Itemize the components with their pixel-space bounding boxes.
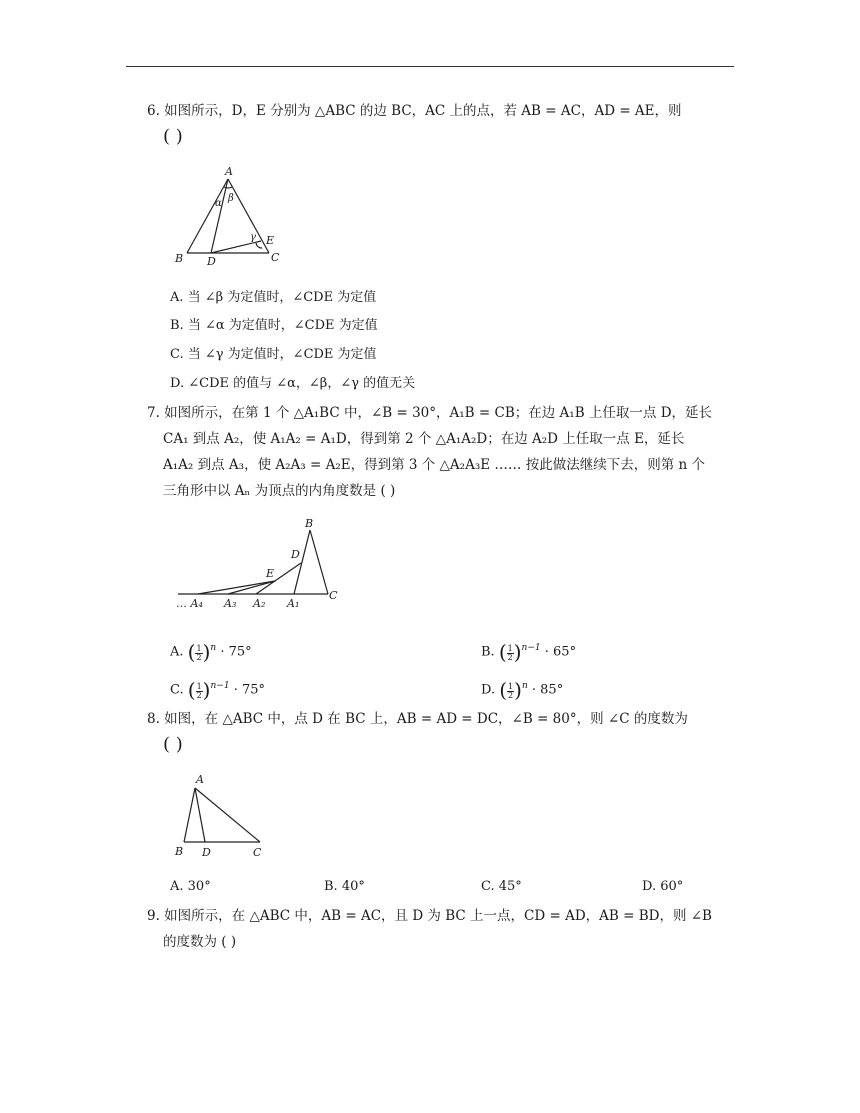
q6-label-a: A — [225, 165, 233, 178]
q7-figure — [170, 515, 350, 615]
q6-angle-arc-e — [256, 243, 262, 248]
q7-option-d[interactable] — [481, 676, 563, 700]
q6-option-a[interactable]: A. 当 ∠β 为定值时，∠CDE 为定值 — [170, 290, 377, 305]
q6-stem-line1: 6. 如图所示，D，E 分别为 △ABC 的边 BC，AC 上的点，若 AB = AC，AD = AE，则 — [147, 103, 682, 119]
q7-label-a3: A₃ — [224, 597, 237, 610]
q7-option-c-letter: C. — [170, 682, 184, 698]
q7-option-d-letter: D. — [481, 682, 496, 698]
q6-label-b: B — [175, 252, 184, 265]
q7-option-a-fraction: ( $\frac{1}{2}$) — [187, 639, 211, 664]
q6-label-alpha: α — [215, 198, 222, 209]
q6-option-c[interactable]: C. 当 ∠γ 为定值时，∠CDE 为定值 — [170, 347, 377, 362]
q6-label-beta: β — [228, 193, 234, 204]
q7-option-d-fraction: ( $\frac{1}{2}$) — [499, 677, 522, 702]
q6-angle-arc-a — [224, 187, 232, 188]
q6-segment-ad — [211, 179, 228, 253]
q8-option-a[interactable]: A. 30° — [170, 879, 211, 894]
q6-option-b[interactable]: B. 当 ∠α 为定值时，∠CDE 为定值 — [170, 318, 378, 333]
q7-stem-line2: CA₁ 到点 A₂，使 A₁A₂ = A₁D，得到第 2 个 △A₁A₂D；在边 A₂D 上任取一点 E，延长 — [163, 431, 685, 447]
q6-side-ac — [228, 179, 269, 253]
q7-label-a4: … A₄ — [176, 597, 203, 610]
q7-option-d-value: · 85° — [531, 682, 564, 698]
q8-option-d[interactable]: D. 60° — [642, 879, 684, 894]
q7-option-b-exponent: n−1 — [521, 643, 541, 653]
q7-option-a-letter: A. — [170, 644, 184, 660]
q7-option-a[interactable] — [170, 638, 252, 662]
q7-label-e: E — [266, 567, 275, 580]
q7-option-c-fraction: ( $\frac{1}{2}$) — [187, 677, 211, 702]
q7-label-a2: A₂ — [253, 597, 266, 610]
q6-option-d[interactable]: D. ∠CDE 的值与 ∠α，∠β，∠γ 的值无关 — [170, 376, 416, 391]
q8-side-ac — [195, 788, 260, 842]
q7-label-b: B — [305, 517, 314, 530]
q9-stem-line2: 的度数为 ( ) — [163, 934, 237, 950]
q8-label-d: D — [202, 846, 211, 859]
q7-label-d: D — [291, 548, 300, 561]
q7-option-c-exponent: n−1 — [210, 681, 230, 691]
q6-label-gamma: γ — [250, 232, 256, 243]
q7-option-b-fraction: ( $\frac{1}{2}$) — [498, 639, 522, 664]
q8-answer-bracket: ( ) — [163, 734, 183, 755]
q6-side-ab — [187, 179, 228, 253]
q7-option-a-value: · 75° — [220, 644, 252, 660]
q6-label-c: C — [271, 251, 280, 264]
q7-option-c-value: · 75° — [233, 682, 266, 698]
q8-label-a: A — [196, 773, 204, 786]
q8-figure — [170, 770, 280, 865]
q8-label-b: B — [175, 845, 184, 858]
q7-option-b-letter: B. — [481, 644, 495, 660]
q8-side-ab — [184, 788, 195, 842]
q7-stem-line4: 三角形中以 Aₙ 为顶点的内角度数是 ( ) — [163, 483, 396, 499]
q8-stem-line1: 8. 如图，在 △ABC 中，点 D 在 BC 上，AB = AD = DC，∠B = 80°，则 ∠C 的度数为 — [147, 711, 688, 727]
q7-option-b[interactable] — [481, 638, 576, 662]
q7-stem-line3: A₁A₂ 到点 A₃，使 A₂A₃ = A₂E，得到第 3 个 △A₂A₃E …… 按此做法继续下去，则第 n 个 — [163, 457, 705, 473]
q7-option-b-value: · 65° — [544, 644, 577, 660]
q6-figure — [170, 165, 290, 270]
q6-answer-bracket: ( ) — [163, 126, 183, 147]
header-rule — [126, 66, 734, 67]
q6-label-e: E — [266, 234, 275, 247]
q7-label-c: C — [329, 589, 338, 602]
q7-stem-line1: 7. 如图所示，在第 1 个 △A₁BC 中，∠B = 30°，A₁B = CB；在边 A₁B 上任取一点 D，延长 — [147, 405, 713, 421]
q7-option-c[interactable] — [170, 676, 265, 700]
q7-option-d-exponent: n — [521, 681, 528, 691]
q7-side-ba1 — [294, 530, 310, 594]
q8-segment-ad — [195, 788, 205, 842]
q7-option-a-exponent: n — [210, 643, 217, 653]
q9-stem-line1: 9. 如图所示，在 △ABC 中，AB = AC，且 D 为 BC 上一点，CD = AD，AB = BD，则 ∠B — [147, 908, 712, 924]
q8-option-c[interactable]: C. 45° — [481, 879, 522, 894]
q8-option-b[interactable]: B. 40° — [324, 879, 365, 894]
q7-side-bc — [310, 530, 328, 594]
q8-label-c: C — [253, 846, 262, 859]
q7-label-a1: A₁ — [287, 597, 300, 610]
q6-label-d: D — [207, 255, 216, 268]
q7-segment-da2 — [256, 563, 301, 594]
